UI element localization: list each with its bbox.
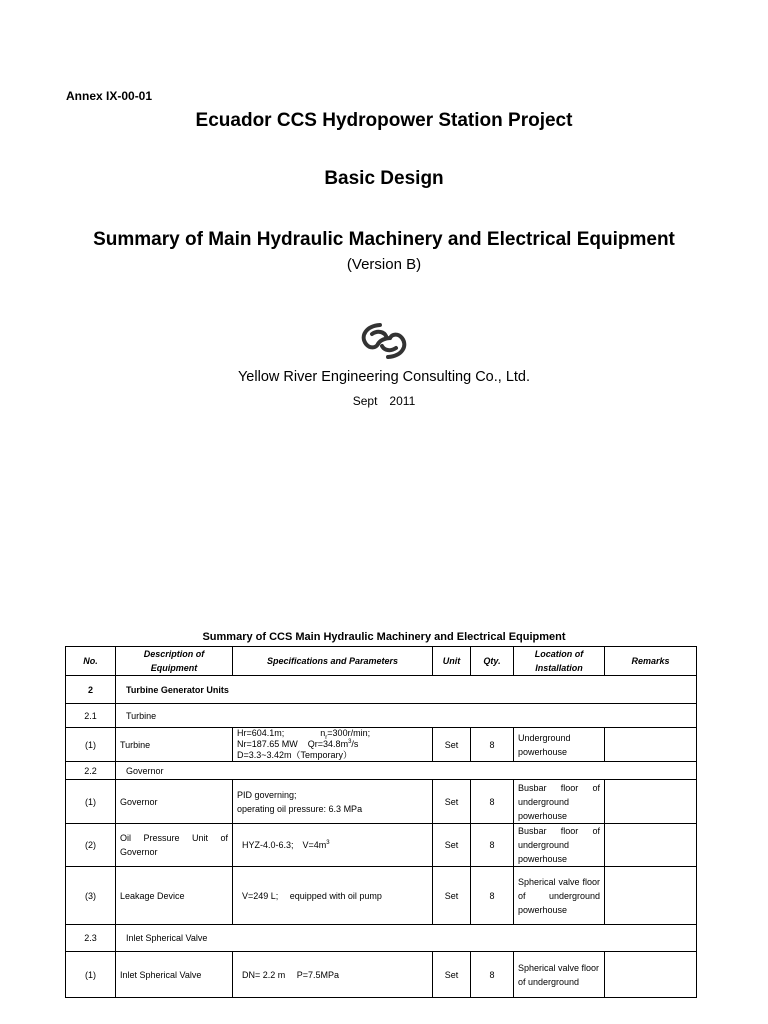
project-title: Ecuador CCS Hydropower Station Project [195,110,573,131]
row-unit: Set [433,867,471,925]
subsection-no: 2.2 [66,762,116,780]
equipment-table [65,646,697,998]
header-specifications: Specifications and Parameters [233,647,433,676]
row-specifications: V=249 L; equipped with oil pump [233,867,433,925]
row-no: (1) [66,780,116,824]
row-unit: Set [433,780,471,824]
table-row [66,824,697,867]
yellow-river-logo-icon [358,320,410,362]
row-qty: 8 [471,780,514,824]
row-qty: 8 [471,728,514,762]
row-description: Governor [116,780,233,824]
row-unit: Set [433,824,471,867]
row-description: Inlet Spherical Valve [116,952,233,998]
row-description: Oil Pressure Unit of Governor [116,824,233,867]
subsection-row [66,704,697,728]
header-location: Location of Installation [514,647,605,676]
header-remarks: Remarks [605,647,697,676]
subsection-no: 2.3 [66,925,116,952]
version-label: (Version B) [346,256,422,273]
section-row [66,676,697,704]
row-unit: Set [433,728,471,762]
row-remarks [605,780,697,824]
subsection-title: Turbine [116,704,697,728]
section-title: Turbine Generator Units [116,676,697,704]
row-location: Busbar floor of underground powerhouse [514,780,605,824]
table-row [66,952,697,998]
row-no: (3) [66,867,116,925]
row-location: Spherical valve floor of underground powerhouse [514,867,605,925]
row-remarks [605,952,697,998]
row-no: (1) [66,952,116,998]
section-no: 2 [66,676,116,704]
table-row [66,780,697,824]
table-header-row [66,647,697,676]
subsection-title: Governor [116,762,697,780]
row-specifications: PID governing; operating oil pressure: 6.3 MPa [233,780,433,824]
row-location: Busbar floor of underground powerhouse [514,824,605,867]
row-no: (2) [66,824,116,867]
header-no: No. [66,647,116,676]
row-specifications: DN= 2.2 m P=7.5MPa [233,952,433,998]
row-specifications: HYZ-4.0-6.3; $V=4m^3$ [233,824,433,867]
company-name: Yellow River Engineering Consulting Co., Ltd. [237,369,531,385]
row-description: Leakage Device [116,867,233,925]
annex-number: Annex IX-00-01 [66,89,153,103]
row-qty: 8 [471,952,514,998]
row-description: Turbine [116,728,233,762]
row-remarks [605,824,697,867]
design-stage: Basic Design [324,168,444,189]
subsection-row [66,925,697,952]
header-unit: Unit [433,647,471,676]
subsection-row [66,762,697,780]
subsection-title: Inlet Spherical Valve [116,925,697,952]
subsection-no: 2.1 [66,704,116,728]
document-title: Summary of Main Hydraulic Machinery and Electrical Equipment [93,229,675,250]
table-row [66,867,697,925]
row-unit: Set [433,952,471,998]
row-specifications: Hr=604.1m; $n_r=300r/\min$; Nr=187.65 MW $Qr=34.8m^3/s$ D=3.3~3.42m（Temporary） [233,728,433,762]
table-caption: Summary of CCS Main Hydraulic Machinery and Electrical Equipment [202,631,566,643]
row-location: Underground powerhouse [514,728,605,762]
header-qty: Qty. [471,647,514,676]
issue-date: Sept 2011 [352,394,416,408]
header-description: Description of Equipment [116,647,233,676]
row-location: Spherical valve floor of underground [514,952,605,998]
row-remarks [605,728,697,762]
table-row [66,728,697,762]
row-qty: 8 [471,867,514,925]
row-qty: 8 [471,824,514,867]
row-remarks [605,867,697,925]
row-no: (1) [66,728,116,762]
